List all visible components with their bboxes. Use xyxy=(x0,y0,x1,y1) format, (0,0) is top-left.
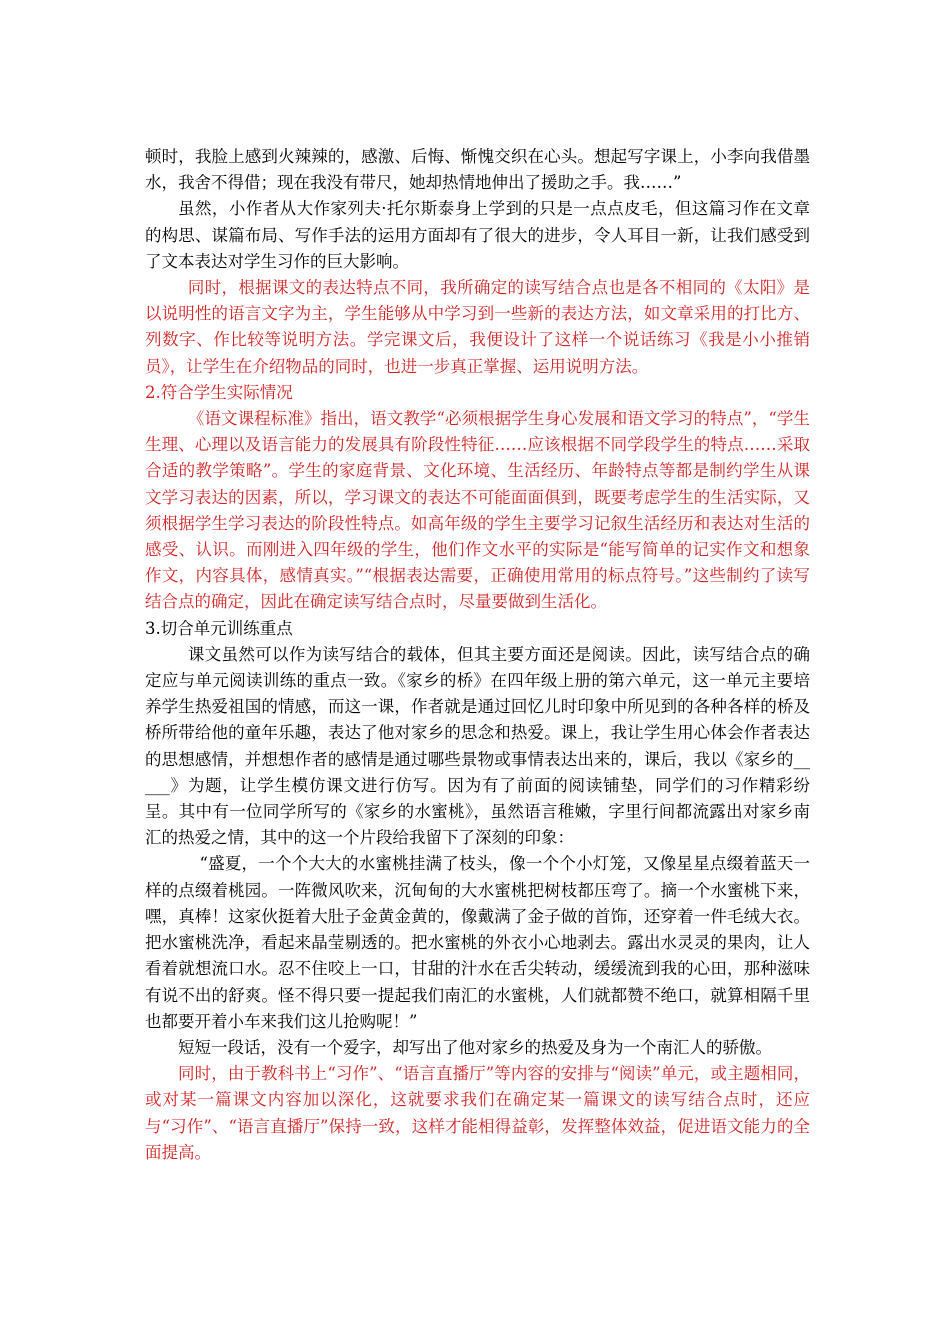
paragraph-student-excerpt: “盛夏，一个个大大的水蜜桃挂满了枝头，像一个个小灯笼，又像星星点缀着蓝天一样的点缀着桃园。一阵微风吹来，沉甸甸的大水蜜桃把树枝都压弯了。摘一个水蜜桃下来，嘿，真棒！这家伙挺着大肚子金黄金黄的，像戴满了金子做的首饰，还穿着一件毛绒大衣。把水蜜桃洗净，看起来晶莹剔透的。把水蜜桃的外衣小心地剥去。露出水灵灵的果肉，让人看着就想流口水。忍不住咬上一口，甘甜的汁水在舌尖转动，缓缓流到我的心田，那种滋味有说不出的舒爽。怪不得只要一提起我们南汇的水蜜桃，人们就都赞不绝口，就算相隔千里也都要开着小车来我们这儿抢购呢！” xyxy=(145,854,810,1031)
section-heading-3: 3.切合单元训练重点 xyxy=(145,618,293,638)
paragraph-analysis: 虽然，小作者从大作家列夫·托尔斯泰身上学到的只是一点点皮毛，但这篇习作在文章的构思、谋篇布局、写作手法的运用方面却有了很大的进步，令人耳目一新，让我们感受到了文本表达对学生习作的巨大影响。 xyxy=(145,199,810,271)
paragraph-hometown-bridge: 课文虽然可以作为读写结合的载体，但其主要方面还是阅读。因此，读写结合点的确定应与单元阅读训练的重点一致。《家乡的桥》在四年级上册的第六单元，这一单元主要培养学生热爱祖国的情感，而这一课，作者就是通过回忆儿时印象中所见到的各种各样的桥及桥所带给他的童年乐趣，表达了他对家乡的思念和热爱。课上，我让学生用心体会作者表达的思想感情，并想想作者的感情是通过哪些景物或事情表达出来的，课后，我以《家乡的_____》为题，让学生模仿课文进行仿写。因为有了前面的阅读铺垫，同学们的习作精彩纷呈。其中有一位同学所写的《家乡的水蜜桃》，虽然语言稚嫩，字里行间都流露出对家乡南汇的热爱之情，其中的这一个片段给我留下了深刻的印象： xyxy=(145,644,810,848)
paragraph-sun-lesson: 同时，根据课文的表达特点不同，我所确定的读写结合点也是各不相同的《太阳》是以说明性的语言文字为主，学生能够从中学习到一些新的表达方法，如文章采用的打比方、列数字、作比较等说明方法。学完课文后，我便设计了这样一个说话练习《我是小小推销员》，让学生在介绍物品的同时，也进一步真正掌握、运用说明方法。 xyxy=(145,278,810,376)
section-heading-2: 2.符合学生实际情况 xyxy=(145,382,293,402)
paragraph-quote-ending: 顿时，我脸上感到火辣辣的，感激、后悔、惭愧交织在心头。想起写字课上，小李向我借墨水，我舍不得借；现在我没有带尺，她却热情地伸出了援助之手。我……” xyxy=(145,147,810,193)
document-page xyxy=(145,144,810,1166)
paragraph-curriculum-standard: 《语文课程标准》指出，语文教学“必须根据学生身心发展和语文学习的特点”，“学生生理、心理以及语言能力的发展具有阶段性特征……应该根据不同学段学生的特点……采取合适的教学策略”。学生的家庭背景、文化环境、生活经历、年龄特点等都是制约学生从课文学习表达的因素，所以，学习课文的表达不可能面面俱到，既要考虑学生的生活实际，又须根据学生学习表达的阶段性特点。如高年级的学生主要学习记叙生活经历和表达对生活的感受、认识。而刚进入四年级的学生，他们作文水平的实际是“能写简单的记实作文和想象作文，内容具体，感情真实。”“根据表达需要，正确使用常用的标点符号。”这些制约了读写结合点的确定，因此在确定读写结合点时，尽量要做到生活化。 xyxy=(145,409,810,612)
paragraph-comment: 短短一段话，没有一个爱字，却写出了他对家乡的热爱及身为一个南汇人的骄傲。 xyxy=(178,1037,772,1057)
paragraph-textbook-alignment: 同时，由于教科书上“习作”、“语言直播厅”等内容的安排与“阅读”单元，或主题相同，或对某一篇课文内容加以深化，这就要求我们在确定某一篇课文的读写结合点时，还应与“习作”、“语言直播厅”保持一致，这样才能相得益彰，发挥整体效益，促进语文能力的全面提高。 xyxy=(145,1064,810,1162)
